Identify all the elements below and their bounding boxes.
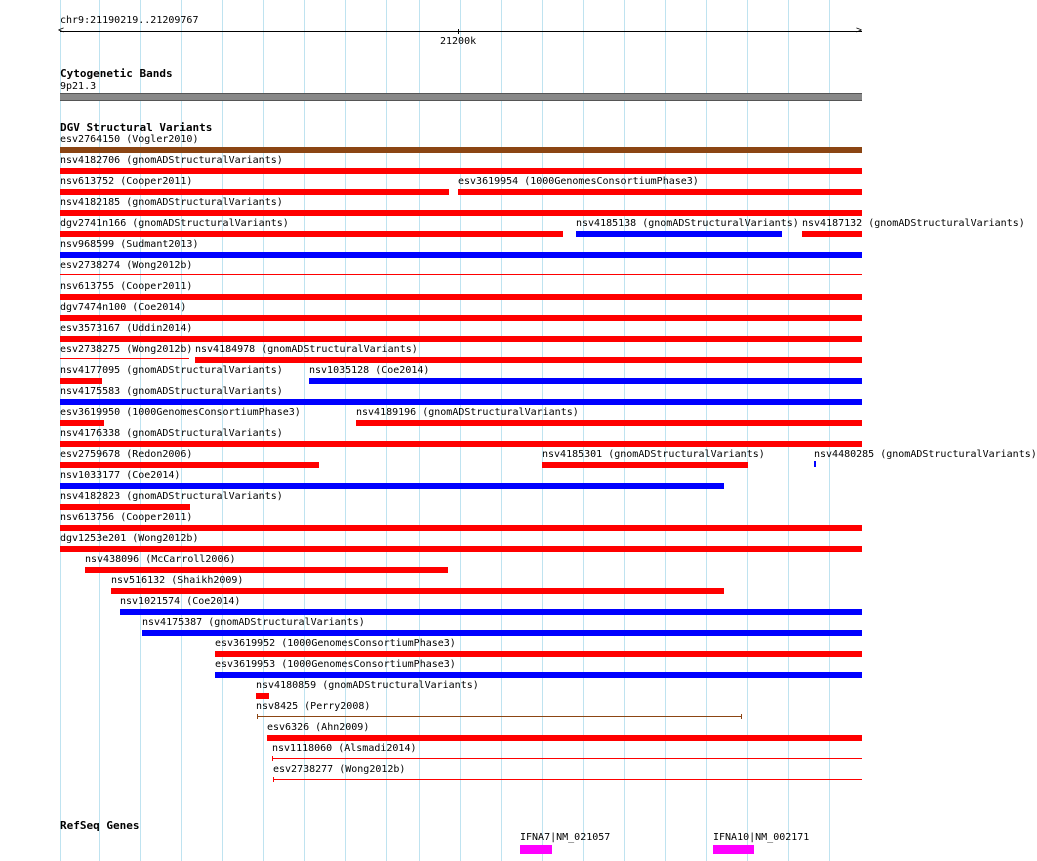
structural-variant-bar[interactable] [60,546,862,552]
feature-label[interactable]: dgv1253e201 (Wong2012b) [60,533,199,544]
structural-variant-bar[interactable] [542,462,748,468]
ruler-location-label: chr9:21190219..21209767 [60,15,199,26]
feature-label[interactable]: nsv1033177 (Coe2014) [60,470,181,481]
feature-label[interactable]: nsv4182823 (gnomADStructuralVariants) [60,491,283,502]
feature-label[interactable]: esv3573167 (Uddin2014) [60,323,193,334]
structural-variant-bar[interactable] [60,336,862,342]
feature-label[interactable]: nsv4187132 (gnomADStructuralVariants) [802,218,1025,229]
structural-variant-bar[interactable] [60,315,862,321]
feature-label[interactable]: esv2759678 (Redon2006) [60,449,193,460]
cytoband-9p21-3[interactable] [60,93,862,101]
ruler-right-arrow-icon: > [856,25,863,36]
feature-label[interactable]: esv2764150 (Vogler2010) [60,134,199,145]
gene-label[interactable]: IFNA7|NM_021057 [520,832,611,843]
feature-label[interactable]: esv3619953 (1000GenomesConsortiumPhase3) [215,659,456,670]
feature-label[interactable]: esv3619954 (1000GenomesConsortiumPhase3) [458,176,699,187]
feature-end-cap [272,756,273,761]
grid-line [583,0,584,861]
structural-variant-bar[interactable] [60,210,862,216]
grid-line [624,0,625,861]
structural-variant-bar[interactable] [60,252,862,258]
feature-label[interactable]: nsv4480285 (gnomADStructuralVariants) [814,449,1037,460]
structural-variant-bar[interactable] [120,609,862,615]
track-title-refseq[interactable]: RefSeq Genes [60,819,140,832]
structural-variant-bar[interactable] [60,147,862,153]
feature-end-cap [273,777,274,782]
structural-variant-bar[interactable] [60,189,449,195]
structural-variant-bar[interactable] [60,231,563,237]
feature-label[interactable]: esv3619952 (1000GenomesConsortiumPhase3) [215,638,456,649]
structural-variant-bar[interactable] [60,462,319,468]
structural-variant-bar[interactable] [215,672,862,678]
feature-label[interactable]: nsv4185138 (gnomADStructuralVariants) [576,218,799,229]
feature-label[interactable]: esv2738277 (Wong2012b) [273,764,406,775]
ruler-tick-label: 21200k [440,36,477,47]
grid-line [829,0,830,861]
ruler-major-tick [458,29,459,34]
grid-line [747,0,748,861]
structural-variant-bar[interactable] [356,420,862,426]
feature-label[interactable]: nsv4175583 (gnomADStructuralVariants) [60,386,283,397]
feature-label[interactable]: esv3619950 (1000GenomesConsortiumPhase3) [60,407,301,418]
structural-variant-bar[interactable] [60,274,862,275]
feature-label[interactable]: esv6326 (Ahn2009) [267,722,370,733]
feature-label[interactable]: nsv968599 (Sudmant2013) [60,239,199,250]
structural-variant-bar[interactable] [458,189,862,195]
structural-variant-bar[interactable] [60,504,190,510]
feature-label[interactable]: nsv1035128 (Coe2014) [309,365,430,376]
feature-label[interactable]: nsv1118060 (Alsmadi2014) [272,743,417,754]
structural-variant-bar[interactable] [814,461,816,467]
ruler-left-arrow-icon: < [58,25,65,36]
feature-label[interactable]: nsv4177095 (gnomADStructuralVariants) [60,365,283,376]
gene-label[interactable]: IFNA10|NM_002171 [713,832,810,843]
structural-variant-bar[interactable] [60,399,862,405]
feature-label[interactable]: nsv438096 (McCarroll2006) [85,554,236,565]
feature-label[interactable]: nsv613756 (Cooper2011) [60,512,193,523]
feature-label[interactable]: nsv4180859 (gnomADStructuralVariants) [256,680,479,691]
feature-label[interactable]: nsv4175387 (gnomADStructuralVariants) [142,617,365,628]
structural-variant-bar[interactable] [60,168,862,174]
grid-line [542,0,543,861]
feature-label[interactable]: nsv4184978 (gnomADStructuralVariants) [195,344,418,355]
feature-label[interactable]: esv2738274 (Wong2012b) [60,260,193,271]
feature-label[interactable]: nsv4182706 (gnomADStructuralVariants) [60,155,283,166]
structural-variant-bar[interactable] [309,378,862,384]
grid-line [460,0,461,861]
grid-line [788,0,789,861]
structural-variant-bar[interactable] [256,693,269,699]
feature-label[interactable]: nsv516132 (Shaikh2009) [111,575,244,586]
grid-line [386,0,387,861]
structural-variant-bar[interactable] [802,231,862,237]
structural-variant-bar[interactable] [60,420,104,426]
structural-variant-bar[interactable] [85,567,448,573]
feature-label[interactable]: nsv613755 (Cooper2011) [60,281,193,292]
grid-line [665,0,666,861]
feature-label[interactable]: nsv613752 (Cooper2011) [60,176,193,187]
structural-variant-bar[interactable] [60,294,862,300]
feature-label[interactable]: esv2738275 (Wong2012b) [60,344,193,355]
cytoband-label: 9p21.3 [60,81,97,92]
structural-variant-bar[interactable] [272,758,862,759]
structural-variant-bar[interactable] [60,358,189,359]
feature-label[interactable]: nsv4176338 (gnomADStructuralVariants) [60,428,283,439]
grid-line [419,0,420,861]
gene-bar[interactable] [520,845,552,854]
feature-end-cap [741,714,742,719]
structural-variant-bar[interactable] [60,525,862,531]
track-title-cytobands[interactable]: Cytogenetic Bands [60,67,173,80]
track-title-dgv[interactable]: DGV Structural Variants [60,121,213,134]
feature-label[interactable]: dgv2741n166 (gnomADStructuralVariants) [60,218,289,229]
feature-label[interactable]: dgv7474n100 (Coe2014) [60,302,187,313]
feature-label[interactable]: nsv8425 (Perry2008) [256,701,371,712]
structural-variant-bar[interactable] [576,231,782,237]
ruler-axis[interactable] [60,31,862,32]
structural-variant-bar[interactable] [257,716,741,717]
feature-label[interactable]: nsv1021574 (Coe2014) [120,596,241,607]
gene-bar[interactable] [713,845,754,854]
structural-variant-bar[interactable] [60,441,862,447]
feature-end-cap [257,714,258,719]
structural-variant-bar[interactable] [60,483,724,489]
feature-label[interactable]: nsv4185301 (gnomADStructuralVariants) [542,449,765,460]
structural-variant-bar[interactable] [215,651,862,657]
grid-line [706,0,707,861]
structural-variant-bar[interactable] [60,378,102,384]
structural-variant-bar[interactable] [195,357,862,363]
structural-variant-bar[interactable] [267,735,862,741]
grid-line [501,0,502,861]
structural-variant-bar[interactable] [111,588,724,594]
structural-variant-bar[interactable] [273,779,862,780]
structural-variant-bar[interactable] [142,630,862,636]
feature-label[interactable]: nsv4182185 (gnomADStructuralVariants) [60,197,283,208]
feature-label[interactable]: nsv4189196 (gnomADStructuralVariants) [356,407,579,418]
